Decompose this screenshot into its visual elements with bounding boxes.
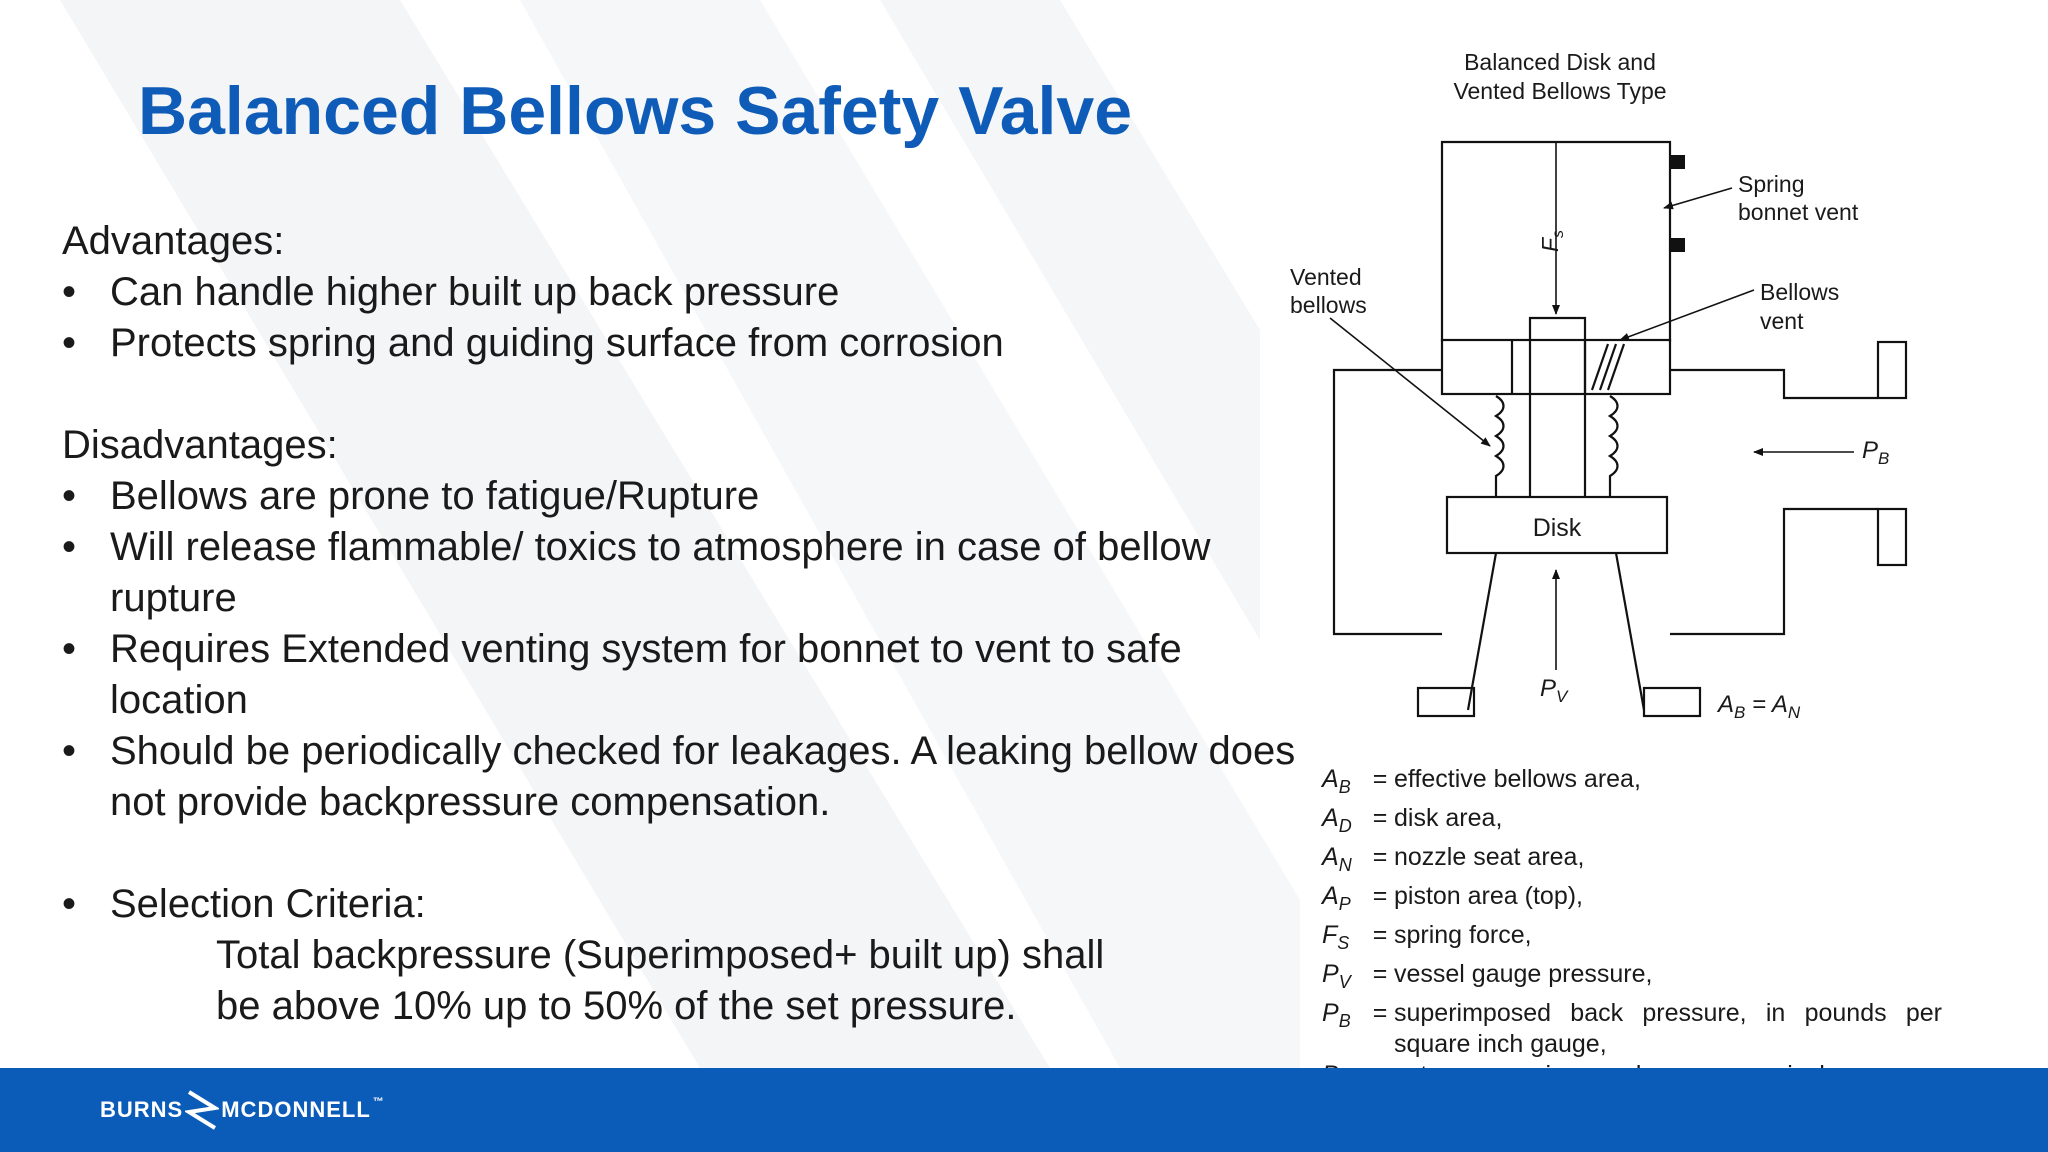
diagram-title: Vented Bellows Type [1453, 78, 1667, 104]
disadvantages-list [62, 471, 1302, 828]
selection-text-1: Total backpressure (Superimposed+ built up) shall [216, 933, 1105, 977]
selection-text-2: be above 10% up to 50% of the set pressure. [216, 984, 1017, 1028]
list-item: • Will release flammable/ toxics to atmosphere in case of bellow rupture [62, 522, 1302, 624]
advantages-heading: Advantages: [62, 219, 285, 263]
bullet: • [62, 729, 77, 773]
footer-bar [0, 1068, 2048, 1152]
label-vented-bellows: Vented [1290, 264, 1362, 290]
valve-diagram [1270, 40, 2010, 800]
bullet: • [62, 474, 77, 518]
bullet: • [62, 525, 77, 569]
legend-row: $A_N$ = nozzle seat area, [1322, 843, 1585, 875]
legend-row: $P_V$ = vessel gauge pressure, [1322, 960, 1653, 992]
legend-row: $P_B$ = superimposed back pressure, in pounds per square inch gauge, [1322, 999, 1942, 1058]
label-pb: $P_B$ [1862, 437, 1890, 468]
bullet: • [62, 270, 77, 314]
label-disk: Disk [1532, 514, 1582, 542]
legend-row: $A_D$ = disk area, [1322, 804, 1503, 836]
label-bellows-vent: Bellows [1760, 279, 1840, 305]
label-ab-an: $A_B = A_N$ [1718, 691, 1801, 722]
bullet: • [62, 882, 77, 926]
list-item: • Can handle higher built up back pressure [62, 267, 1302, 318]
list-item: • Requires Extended venting system for bonnet to vent to safe location [62, 624, 1302, 726]
company-logo: BURNS MCDONNELL ™ [100, 1090, 385, 1130]
legend-row: $F_S$ = spring force, [1322, 921, 1532, 953]
selection-list [62, 879, 1302, 930]
diagram-legend [1322, 764, 1942, 1099]
list-item: • Should be periodically checked for leakages. A leaking bellow does not provide backpressure compensation. [62, 726, 1302, 828]
list-item: • Protects spring and guiding surface from corrosion [62, 318, 1302, 369]
legend-row: $A_P$ = piston area (top), [1322, 882, 1583, 914]
label-bellows-vent: vent [1760, 308, 1804, 334]
logo-mark-icon [185, 1090, 219, 1130]
advantages-list [62, 267, 1302, 369]
legend-row: $A_B$ = effective bellows area, [1322, 765, 1641, 797]
label-pv: $P_V$ [1540, 675, 1568, 706]
page-title: Balanced Bellows Safety Valve [138, 73, 1133, 149]
bullet: • [62, 321, 77, 365]
bullet: • [62, 627, 77, 671]
diagram-title: Balanced Disk and [1464, 49, 1656, 75]
label-vented-bellows: bellows [1290, 292, 1367, 318]
list-item: • Bellows are prone to fatigue/Rupture [62, 471, 1302, 522]
label-spring-vent: Spring [1738, 171, 1805, 197]
svg-text:Fs: $F_s$ [1537, 229, 1567, 252]
label-fs [1537, 230, 1567, 252]
label-spring-vent: bonnet vent [1738, 199, 1859, 225]
list-item: • Selection Criteria: [62, 879, 1302, 930]
disadvantages-heading: Disadvantages: [62, 423, 338, 467]
slide-body [62, 216, 1302, 1032]
